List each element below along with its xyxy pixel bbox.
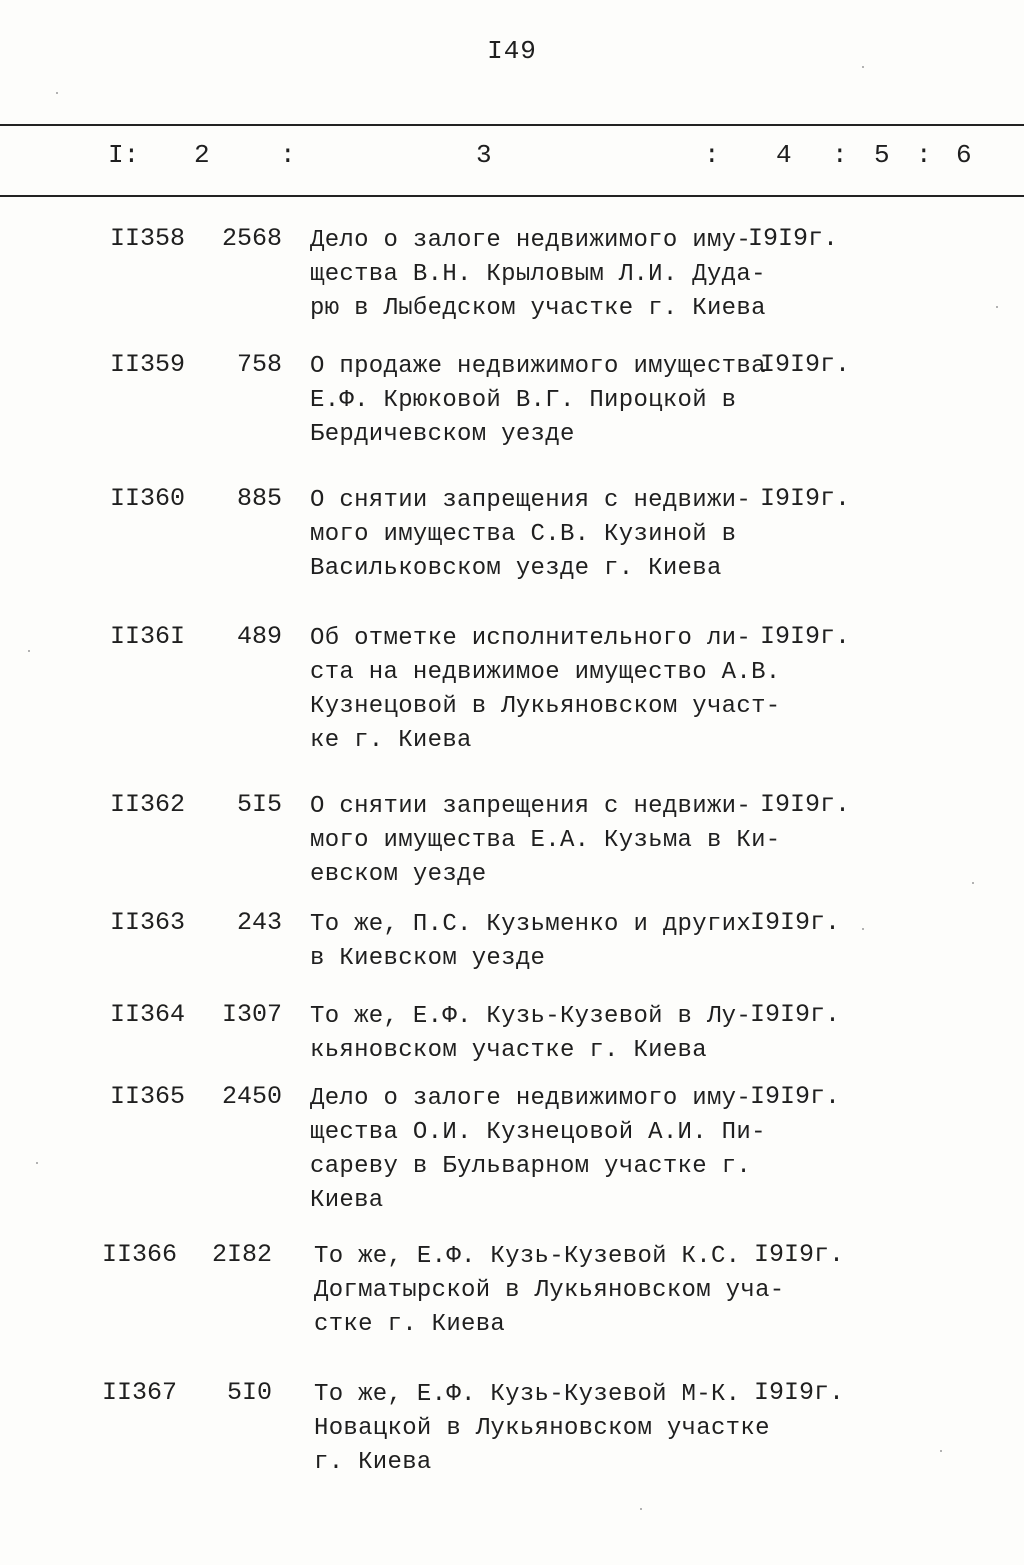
record-number: II364 [110,1000,186,1029]
record-number: II362 [110,790,186,819]
record-description [310,224,766,326]
record-number: II365 [110,1082,186,1111]
scan-speck [640,1508,642,1510]
scan-speck [28,650,30,652]
record-number: II358 [110,224,186,253]
description-line: мого имущества Е.А. Кузьма в Ки- [310,827,781,854]
record-description [310,350,766,452]
record-number: II36I [110,622,186,651]
record-number: II363 [110,908,186,937]
column-separator: : [832,140,848,170]
description-line: О снятии запрещения с недвижи- [310,487,752,514]
record-year: I9I9г. [760,790,851,819]
record-description [314,1240,785,1342]
description-line: г. Киева [314,1449,432,1476]
description-line: щества В.Н. Крыловым Л.И. Дуда- [310,261,766,288]
column-separator: : [916,140,932,170]
record-year: I9I9г. [760,484,851,513]
record-description [310,790,781,892]
description-line: щества О.И. Кузнецовой А.И. Пи- [310,1119,766,1146]
record-number: II366 [102,1240,178,1269]
column-separator: : [280,140,296,170]
record-year: I9I9г. [754,1378,845,1407]
description-line: мого имущества С.В. Кузиной в [310,521,737,548]
record-description [314,1378,770,1480]
header-bottom-rule [0,195,1024,197]
scan-speck [56,92,58,94]
record-sheet-count: 885 [236,484,282,513]
description-line: О продаже недвижимого имущества [310,353,766,380]
description-line: Васильковском уезде г. Киева [310,555,722,582]
description-line: О снятии запрещения с недвижи- [310,793,752,820]
description-line: сареву в Бульварном участке г. [310,1153,752,1180]
header-top-rule [0,124,1024,126]
record-number: II360 [110,484,186,513]
record-sheet-count: 5I5 [236,790,282,819]
record-number: II359 [110,350,186,379]
column-header-6: 6 [956,140,972,170]
description-line: Об отметке исполнительного ли- [310,625,752,652]
description-line: То же, Е.Ф. Кузь-Кузевой в Лу- [310,1003,752,1030]
record-year: I9I9г. [760,622,851,651]
record-year: I9I9г. [750,1082,841,1111]
record-sheet-count: 489 [236,622,282,651]
description-line: То же, П.С. Кузьменко и других [310,911,752,938]
description-line: Догматырской в Лукьяновском уча- [314,1277,785,1304]
record-sheet-count: 758 [236,350,282,379]
description-line: стке г. Киева [314,1311,506,1338]
description-line: То же, Е.Ф. Кузь-Кузевой М-К. [314,1381,741,1408]
record-description [310,908,760,976]
column-header-2: 2 [194,140,210,170]
description-line: евском уезде [310,861,487,888]
description-line: То же, Е.Ф. Кузь-Кузевой К.С. [314,1243,741,1270]
record-sheet-count: I307 [221,1000,282,1029]
record-description [310,1000,760,1068]
column-separator: : [704,140,720,170]
column-header-4: 4 [776,140,792,170]
scan-speck [972,882,974,884]
description-line: ста на недвижимое имущество А.В. [310,659,781,686]
record-description [310,622,781,758]
record-description [310,1082,766,1218]
page-number: I49 [487,36,537,66]
record-year: I9I9г. [754,1240,845,1269]
record-sheet-count: 243 [236,908,282,937]
record-sheet-count: 2450 [221,1082,282,1111]
description-line: Е.Ф. Крюковой В.Г. Пироцкой в [310,387,737,414]
record-sheet-count: 5I0 [226,1378,272,1407]
scan-speck [996,306,998,308]
record-year: I9I9г. [750,908,841,937]
record-number: II367 [102,1378,178,1407]
scan-speck [36,1162,38,1164]
description-line: кьяновском участке г. Киева [310,1037,707,1064]
description-line: ке г. Киева [310,727,472,754]
column-header-1: I: [108,140,140,170]
record-year: I9I9г. [748,224,839,253]
description-line: Новацкой в Лукьяновском участке [314,1415,770,1442]
description-line: рю в Лыбедском участке г. Киева [310,295,766,322]
description-line: Дело о залоге недвижимого иму- [310,1085,752,1112]
record-year: I9I9г. [750,1000,841,1029]
description-line: в Киевском уезде [310,945,546,972]
record-sheet-count: 2568 [221,224,282,253]
scan-speck [940,1450,942,1452]
column-header-5: 5 [874,140,890,170]
scan-speck [862,66,864,68]
scan-speck [862,928,864,930]
description-line: Дело о залоге недвижимого иму- [310,227,752,254]
record-sheet-count: 2I82 [211,1240,272,1269]
description-line: Кузнецовой в Лукьяновском участ- [310,693,781,720]
record-year: I9I9г. [760,350,851,379]
description-line: Бердичевском уезде [310,421,575,448]
description-line: Киева [310,1187,384,1214]
column-header-3: 3 [476,140,492,170]
record-description [310,484,760,586]
